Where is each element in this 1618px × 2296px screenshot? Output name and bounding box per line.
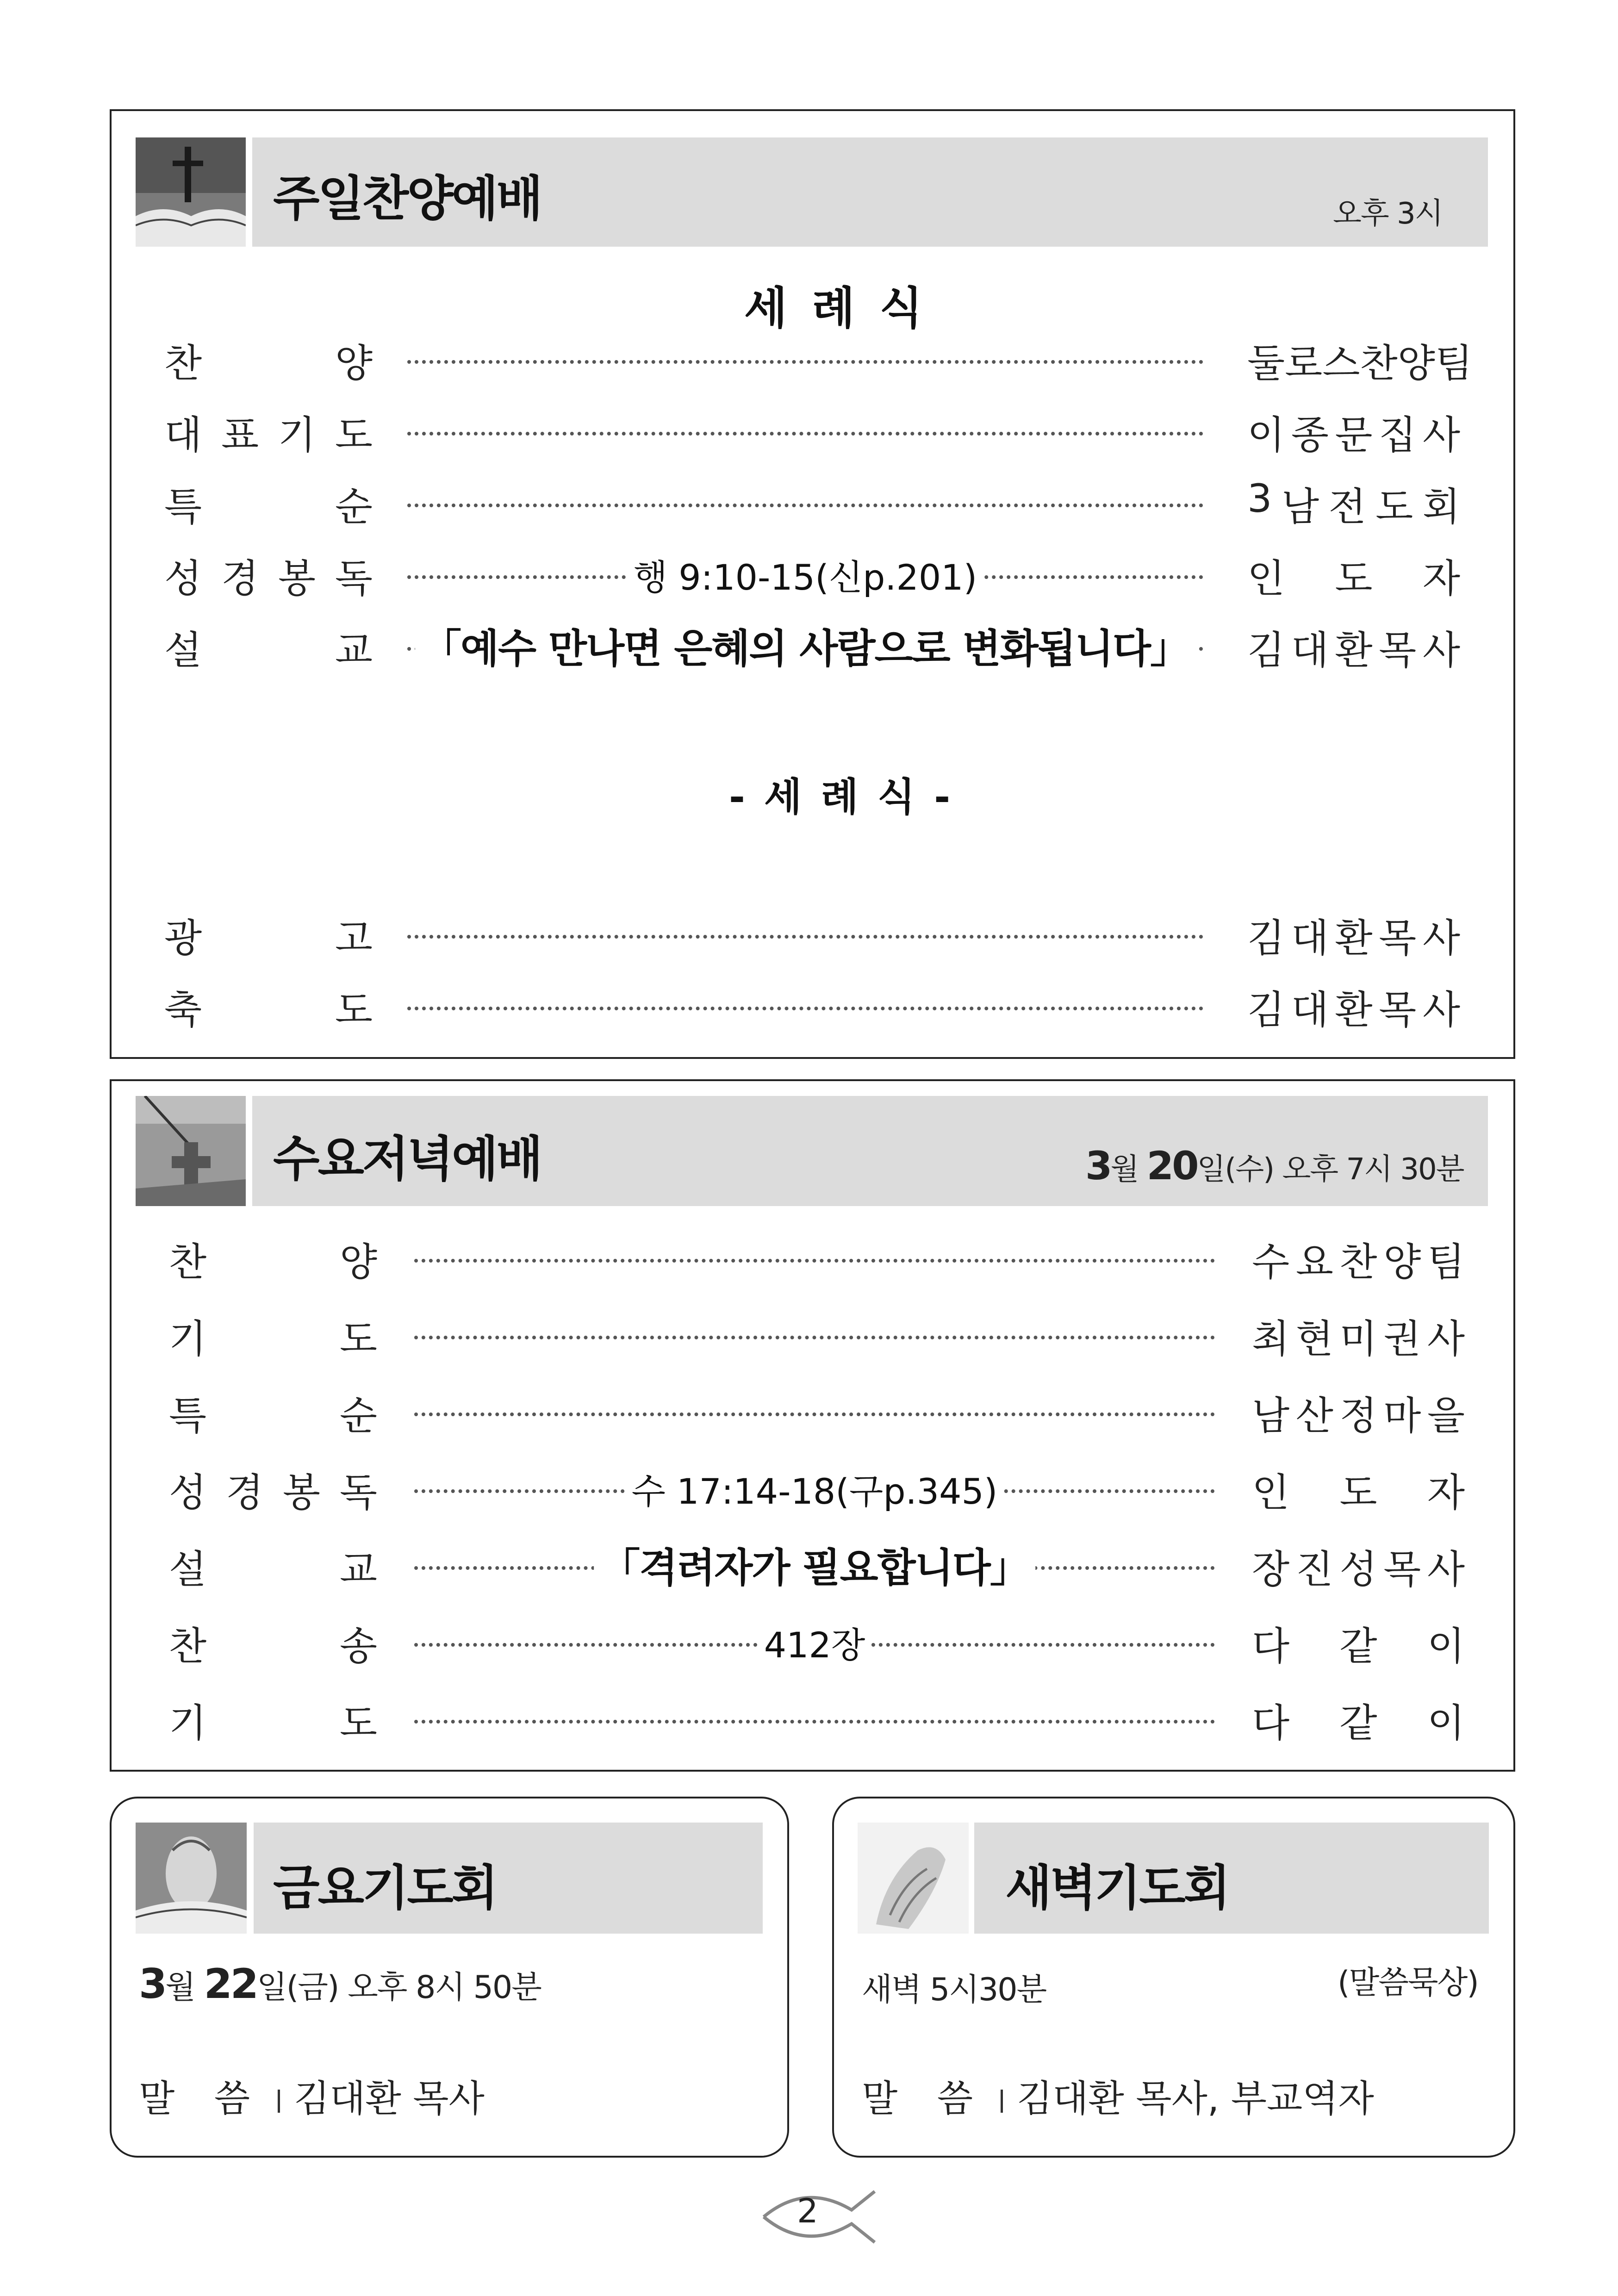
program-row [169,1385,1465,1436]
label-char: 송 [339,1624,377,1669]
person-char: 팀 [1435,341,1473,386]
person-char: 팀 [1427,1239,1465,1285]
person-char: 현 [1295,1316,1333,1362]
person-char: 사 [1422,915,1460,961]
person-char: 대 [1291,628,1329,673]
person-char: 김 [1247,987,1285,1033]
leader-dots [414,1720,1215,1724]
program-row [169,1692,1465,1746]
dawn-note: (말씀묵상) [1338,1965,1478,2001]
person-char: 종 [1291,412,1329,458]
person-char: 환 [1335,628,1373,673]
program-person [1247,907,1460,963]
person-char: 대 [1291,915,1329,961]
leader-dots [414,1259,1215,1263]
person-char: 문 [1335,412,1373,458]
speaker-name: 김대환 목사, 부교역자 [1017,2077,1374,2120]
program-row [164,332,1473,386]
label-char: 찬 [169,1239,207,1285]
program-label [164,404,373,460]
program-row [169,1231,1465,1285]
person-char: 회 [1422,484,1460,529]
person-char: 목 [1379,915,1417,961]
program-person [1247,979,1460,1035]
sunday-time: 오후 3시 [1333,197,1443,231]
person-char: 사 [1422,412,1460,458]
label-char: 봉 [278,556,316,601]
program-row [164,404,1460,458]
person-char: 을 [1427,1393,1465,1438]
friday-date: 3월 22일(금) 오후 8시 50분 [139,1960,541,2008]
label-char: 광 [164,915,202,961]
person-char: 사 [1422,628,1460,673]
program-label [169,1308,377,1364]
program-person [1247,548,1460,604]
person-char: 산 [1295,1393,1333,1438]
person-char: 찬 [1360,341,1398,386]
label-char: 교 [335,628,373,673]
dawn-speaker [862,2069,1374,2122]
program-person [1252,1385,1465,1441]
separator [278,2090,280,2113]
program-detail: 행 9:10-15(신p.201) [627,549,984,600]
label-char: 성 [169,1470,207,1515]
friday-speaker [139,2069,485,2122]
label-char: 대 [164,412,202,458]
label-char: 기 [169,1316,207,1362]
person-char: 진 [1295,1547,1333,1592]
person-char: 자 [1422,556,1460,601]
program-label [169,1462,377,1518]
program-label [169,1385,377,1441]
praying-hands-photo-icon-2 [858,1823,969,1934]
person-char: 로 [1285,341,1323,386]
program-person [1247,476,1460,532]
label-char: 설 [164,628,202,673]
program-person [1247,619,1460,675]
program-label [169,1538,377,1594]
wednesday-date: 3월 20일(수) 오후 7시 30분 [1085,1143,1464,1188]
wednesday-title: 수요저녁예배 [273,1131,541,1187]
program-row [164,979,1460,1033]
program-person [1252,1692,1465,1748]
person-char: 성 [1339,1547,1377,1592]
program-row [169,1462,1465,1515]
person-char: 대 [1291,987,1329,1033]
person-char: 찬 [1339,1239,1377,1285]
program-person [1252,1615,1465,1671]
program-person [1247,404,1460,460]
dawn-title: 새벽기도회 [1005,1860,1229,1916]
person-char: 목 [1379,628,1417,673]
person-char: 목 [1379,987,1417,1033]
label-char: 설 [169,1547,207,1592]
person-char: 양 [1383,1239,1421,1285]
program-row [169,1615,1465,1669]
person-char: 정 [1339,1393,1377,1438]
person-char: 자 [1427,1470,1465,1515]
label-char: 순 [335,484,373,529]
cross-bible-photo-icon [136,137,246,247]
person-char: 사 [1422,987,1460,1033]
program-detail: 「예수 만나면 은혜의 사람으로 변화됩니다」 [415,616,1195,674]
leader-dots [414,1412,1215,1416]
person-char: 마 [1383,1393,1421,1438]
program-label [169,1231,377,1287]
sunday-title: 주일찬양예배 [273,170,541,227]
label-char: 특 [164,484,202,529]
label-char: 기 [278,412,316,458]
person-char: 최 [1252,1316,1290,1362]
person-char: 도 [1335,556,1373,601]
sunday-section-title: 세 례 식 [744,282,927,334]
person-char: 김 [1247,628,1285,673]
person-char: 집 [1379,412,1417,458]
person-char: 환 [1335,915,1373,961]
label-char: 순 [339,1393,377,1438]
person-char: 요 [1295,1239,1333,1285]
label-char: 기 [169,1700,207,1746]
program-label [164,907,373,963]
friday-title: 금요기도회 [273,1860,497,1916]
program-label [164,979,373,1035]
program-label [164,619,373,675]
label-char: 독 [339,1470,377,1515]
label-char: 성 [164,556,202,601]
program-label [164,548,373,604]
leader-dots [407,504,1203,507]
program-row [164,476,1460,527]
person-char: 양 [1397,341,1435,386]
speaker-label: 말 씀 [862,2077,987,2120]
person-char: 김 [1247,915,1285,961]
person-char: 둘 [1247,341,1285,386]
person-char: 인 [1247,556,1285,601]
label-char: 경 [221,556,259,601]
person-char: 이 [1427,1624,1465,1669]
person-char: 환 [1335,987,1373,1033]
label-char: 독 [335,556,373,601]
person-char: 목 [1383,1547,1421,1592]
program-person [1252,1231,1465,1287]
ichthys-fish-icon [759,2182,879,2252]
program-detail: 「격려자가 필요합니다」 [594,1536,1035,1593]
person-char: 남 [1281,484,1319,529]
program-label [169,1692,377,1748]
leader-dots [414,1336,1215,1339]
label-char: 양 [339,1239,377,1285]
person-char: 다 [1252,1700,1290,1746]
program-person [1247,332,1473,388]
label-char: 봉 [282,1470,321,1515]
program-person [1252,1462,1465,1518]
sunday-sub-section: - 세 례 식 - [729,774,953,820]
program-label [169,1615,377,1671]
person-char: 이 [1427,1700,1465,1746]
label-char: 도 [335,987,373,1033]
label-char: 도 [339,1316,377,1362]
person-char: 같 [1339,1700,1377,1746]
program-row [169,1538,1465,1592]
person-char: 다 [1252,1624,1290,1669]
program-label [164,332,373,388]
leader-dots [407,935,1203,939]
person-char: 스 [1322,341,1360,386]
person-char: 같 [1339,1624,1377,1669]
leader-dots [407,432,1203,436]
program-detail: 수 17:14-18(구p.345) [625,1463,1004,1514]
person-char: 남 [1252,1393,1290,1438]
program-row [164,548,1460,601]
dawn-time: 새벽 5시30분 [862,1972,1046,2008]
leader-dots [407,1007,1203,1010]
person-char: 권 [1383,1316,1421,1362]
program-detail: 412장 [758,1617,871,1668]
label-char: 특 [169,1393,207,1438]
person-char: 인 [1252,1470,1290,1515]
person-char: 전 [1328,484,1366,529]
person-char: 도 [1339,1470,1377,1515]
program-person [1252,1308,1465,1364]
program-row [164,619,1460,673]
person-char: 미 [1339,1316,1377,1362]
label-char: 교 [339,1547,377,1592]
label-char: 도 [339,1700,377,1746]
page-number: 2 [797,2191,818,2230]
praying-hands-photo-icon [136,1823,247,1934]
person-char: 이 [1247,412,1285,458]
label-char: 양 [335,341,373,386]
person-char: 수 [1252,1239,1290,1285]
program-person [1252,1538,1465,1594]
program-row [169,1308,1465,1362]
label-char: 축 [164,987,202,1033]
program-label [164,476,373,532]
leader-dots [407,360,1203,364]
person-char: 사 [1427,1316,1465,1362]
label-char: 표 [221,412,259,458]
label-char: 찬 [164,341,202,386]
separator [1001,2090,1003,2113]
program-row [164,907,1460,961]
speaker-label: 말 씀 [139,2077,264,2120]
person-char: 장 [1252,1547,1290,1592]
label-char: 고 [335,915,373,961]
cross-pendant-photo-icon [136,1096,246,1206]
label-char: 찬 [169,1624,207,1669]
person-char: 3 [1247,476,1272,521]
label-char: 도 [335,412,373,458]
speaker-name: 김대환 목사 [294,2077,485,2120]
person-char: 사 [1427,1547,1465,1592]
label-char: 경 [225,1470,264,1515]
person-char: 도 [1375,484,1413,529]
